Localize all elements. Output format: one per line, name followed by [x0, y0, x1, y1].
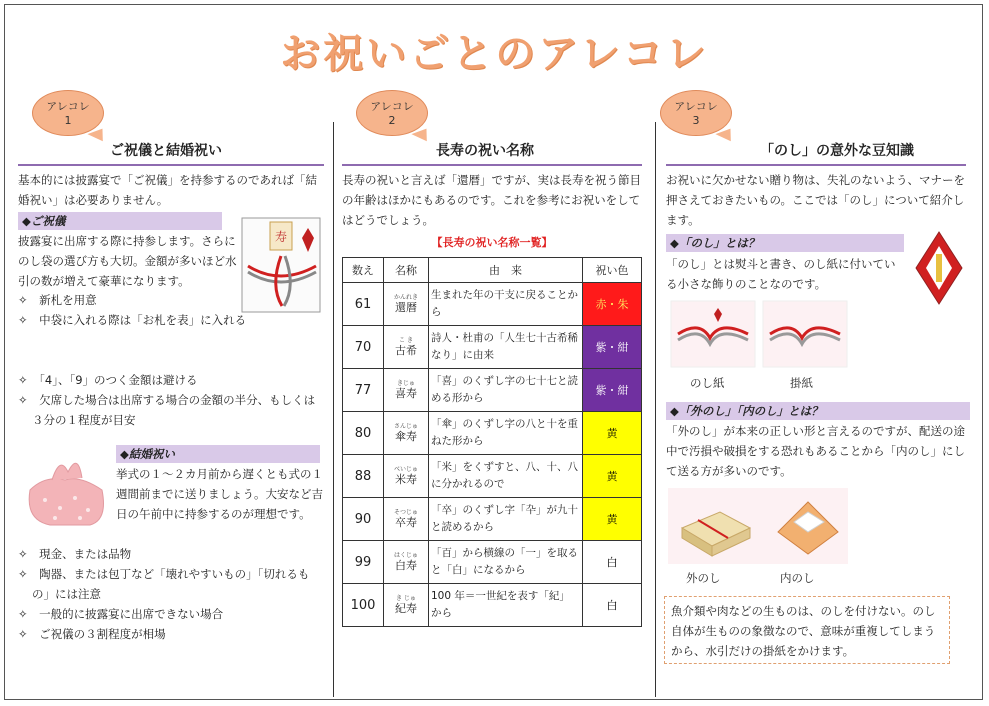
bullet-item: ✧ 一般的に披露宴に出席できない場合 — [18, 607, 224, 621]
reason-cell: 生まれた年の干支に戻ることから — [429, 283, 583, 326]
reason-cell: 「百」から横線の「一」を取ると「白」になるから — [429, 541, 583, 584]
celebration-name: 卒寿 — [395, 516, 417, 529]
section-rule — [342, 164, 642, 166]
table-row — [343, 412, 642, 455]
color-cell: 白 — [583, 541, 642, 584]
section-2-intro: 長寿の祝いと言えば「還暦」ですが、実は長寿を祝う節目の年齢はほかにもあるのです。これを参考にお祝いをしてはどうでしょう。 — [342, 173, 641, 227]
bullet-item: ✧ 現金、または品物 — [18, 547, 132, 561]
section-rule — [666, 164, 966, 166]
color-cell: 紫・紺 — [583, 326, 642, 369]
celebration-name: 傘寿 — [395, 430, 417, 443]
age-cell: 88 — [343, 455, 384, 498]
reason-cell: 「喜」のくずし字の七十七と読める形から — [429, 369, 583, 412]
svg-text:寿: 寿 — [274, 230, 288, 244]
age-cell: 100 — [343, 584, 384, 627]
color-cell: 黄 — [583, 455, 642, 498]
caption-soto-noshi: 外のし — [686, 571, 721, 585]
noshi-paper-icon — [670, 300, 756, 368]
section-badge-1 — [32, 90, 104, 136]
ruby-reading: そつじゅ — [393, 509, 418, 516]
ruby-reading: こ き — [399, 337, 413, 344]
table-header: 数え — [343, 258, 384, 283]
table-row — [343, 283, 642, 326]
section-badge-2 — [356, 90, 428, 136]
ruby-reading: かんれき — [393, 294, 418, 301]
reason-cell: 「卒」のくずし字「卆」が九十と読めるから — [429, 498, 583, 541]
reason-cell: 100 年＝一世紀を表す「紀」から — [429, 584, 583, 627]
name-cell — [384, 326, 429, 369]
badge-number: 1 — [64, 114, 72, 127]
celebration-name: 紀寿 — [395, 602, 417, 615]
table-row — [343, 541, 642, 584]
table-title: 【長寿の祝い名称一覧】 — [431, 236, 553, 249]
badge-number: 2 — [388, 114, 396, 127]
reason-cell: 「傘」のくずし字の八と十を重ねた形から — [429, 412, 583, 455]
badge-number: 3 — [692, 114, 700, 127]
bullet-item: ✧ 「4」、「9」のつく金額は避ける — [18, 373, 198, 387]
goshugi-bullets-2 — [18, 370, 324, 430]
bullet-item: ✧ ご祝儀の３割程度が相場 — [18, 627, 166, 641]
badge-label: アレコレ — [46, 100, 90, 113]
table-row — [343, 455, 642, 498]
noshi-text: 「のし」とは熨斗と書き、のし紙に付いている小さな飾りのことなのです。 — [666, 257, 896, 291]
furoshiki-gift-icon — [20, 450, 110, 530]
name-cell — [384, 283, 429, 326]
bullet-item: ✧ 新札を用意 — [18, 293, 97, 307]
longevity-table — [342, 257, 642, 627]
age-cell: 70 — [343, 326, 384, 369]
subheading-kekkon-iwai: ◆結婚祝い — [116, 445, 320, 463]
section-heading-1: ご祝儀と結婚祝い — [110, 143, 222, 159]
table-row — [343, 326, 642, 369]
noshi-envelope-icon — [240, 216, 324, 316]
color-cell: 黄 — [583, 412, 642, 455]
soto-uchi-text: 「外のし」が本来の正しい形と言えるのですが、配送の途中で汚損や破損をする恐れもあることから「内のし」にして送る方が多いのです。 — [666, 424, 965, 478]
page-title: お祝いごとのアレコレ — [280, 31, 709, 77]
ruby-reading: さんじゅ — [393, 423, 418, 430]
kekkon-iwai-text: 挙式の１～２カ月前から遅くとも式の１週間前までに送りましょう。大安など吉日の午前中に持参するのが理想です。 — [116, 467, 323, 521]
section-badge-3 — [660, 90, 732, 136]
color-cell: 赤・朱 — [583, 283, 642, 326]
subheading-goshugi: ◆ご祝儀 — [18, 212, 222, 230]
ruby-reading: べいじゅ — [393, 466, 418, 473]
reason-cell: 詩人・杜甫の「人生七十古希稀なり」に由来 — [429, 326, 583, 369]
ruby-reading: きじゅ — [396, 380, 415, 387]
color-cell: 白 — [583, 584, 642, 627]
table-header: 名称 — [384, 258, 429, 283]
ruby-reading: き じゅ — [396, 595, 416, 602]
name-cell — [384, 412, 429, 455]
color-cell: 黄 — [583, 498, 642, 541]
badge-label: アレコレ — [370, 100, 414, 113]
age-cell: 77 — [343, 369, 384, 412]
kakegami-paper-icon — [762, 300, 848, 368]
celebration-name: 米寿 — [395, 473, 417, 486]
goshugi-bullets — [18, 290, 248, 330]
noshi-ornament-icon — [912, 230, 966, 306]
section-heading-2: 長寿の祝い名称 — [436, 143, 534, 159]
section-rule — [18, 164, 324, 166]
color-cell: 紫・紺 — [583, 369, 642, 412]
badge-label: アレコレ — [674, 100, 718, 113]
column-divider — [333, 122, 334, 697]
section-heading-3: 「のし」の意外な豆知識 — [760, 143, 914, 159]
bullet-item: ✧ 中袋に入れる際は「お札を表」に入れる — [18, 313, 247, 327]
table-row — [343, 369, 642, 412]
bullet-item: ✧ 陶器、または包丁など「壊れやすいもの」「切れるもの」には注意 — [18, 567, 310, 601]
section-1-intro: 基本的には披露宴で「ご祝儀」を持参するのであれば「結婚祝い」は必要ありません。 — [18, 173, 317, 207]
ruby-reading: はくじゅ — [393, 552, 418, 559]
celebration-name: 古希 — [395, 344, 417, 357]
kekkon-iwai-bullets — [18, 544, 324, 644]
celebration-name: 還暦 — [395, 301, 417, 314]
name-cell — [384, 498, 429, 541]
caption-uchi-noshi: 内のし — [780, 571, 815, 585]
celebration-name: 喜寿 — [395, 387, 417, 400]
name-cell — [384, 584, 429, 627]
age-cell: 90 — [343, 498, 384, 541]
subheading-soto-uchi: ◆「外のし」「内のし」とは？ — [666, 402, 970, 420]
note-box: 魚介類や肉などの生ものは、のしを付けない。のし自体が生ものの象徴なので、意味が重複してしまうから、水引だけの掛紙をかけます。 — [664, 596, 950, 664]
goshugi-text: 披露宴に出席する際に持参します。さらにのし袋の選び方も大切。金額が多いほど水引の数が増えて豪華になります。 — [18, 234, 237, 288]
column-divider — [655, 122, 656, 697]
table-header: 由 来 — [429, 258, 583, 283]
celebration-name: 白寿 — [395, 559, 417, 572]
name-cell — [384, 369, 429, 412]
subheading-noshi: ◆「のし」とは？ — [666, 234, 904, 252]
bullet-item: ✧ 欠席した場合は出席する場合の金額の半分、もしくは３分の１程度が目安 — [18, 393, 316, 427]
name-cell — [384, 455, 429, 498]
reason-cell: 「米」をくずすと、八、十、八に分かれるので — [429, 455, 583, 498]
age-cell: 61 — [343, 283, 384, 326]
caption-kakegami: 掛紙 — [790, 376, 813, 390]
table-row — [343, 498, 642, 541]
table-row — [343, 584, 642, 627]
caption-noshi-gami: のし紙 — [690, 376, 725, 390]
table-header: 祝い色 — [583, 258, 642, 283]
table-header-row — [343, 258, 642, 283]
gift-box-icons — [668, 488, 848, 564]
age-cell: 80 — [343, 412, 384, 455]
age-cell: 99 — [343, 541, 384, 584]
name-cell — [384, 541, 429, 584]
section-3-intro: お祝いに欠かせない贈り物は、失礼のないよう、マナーを押さえておきたいもの。ここでは「のし」について紹介します。 — [666, 173, 965, 227]
